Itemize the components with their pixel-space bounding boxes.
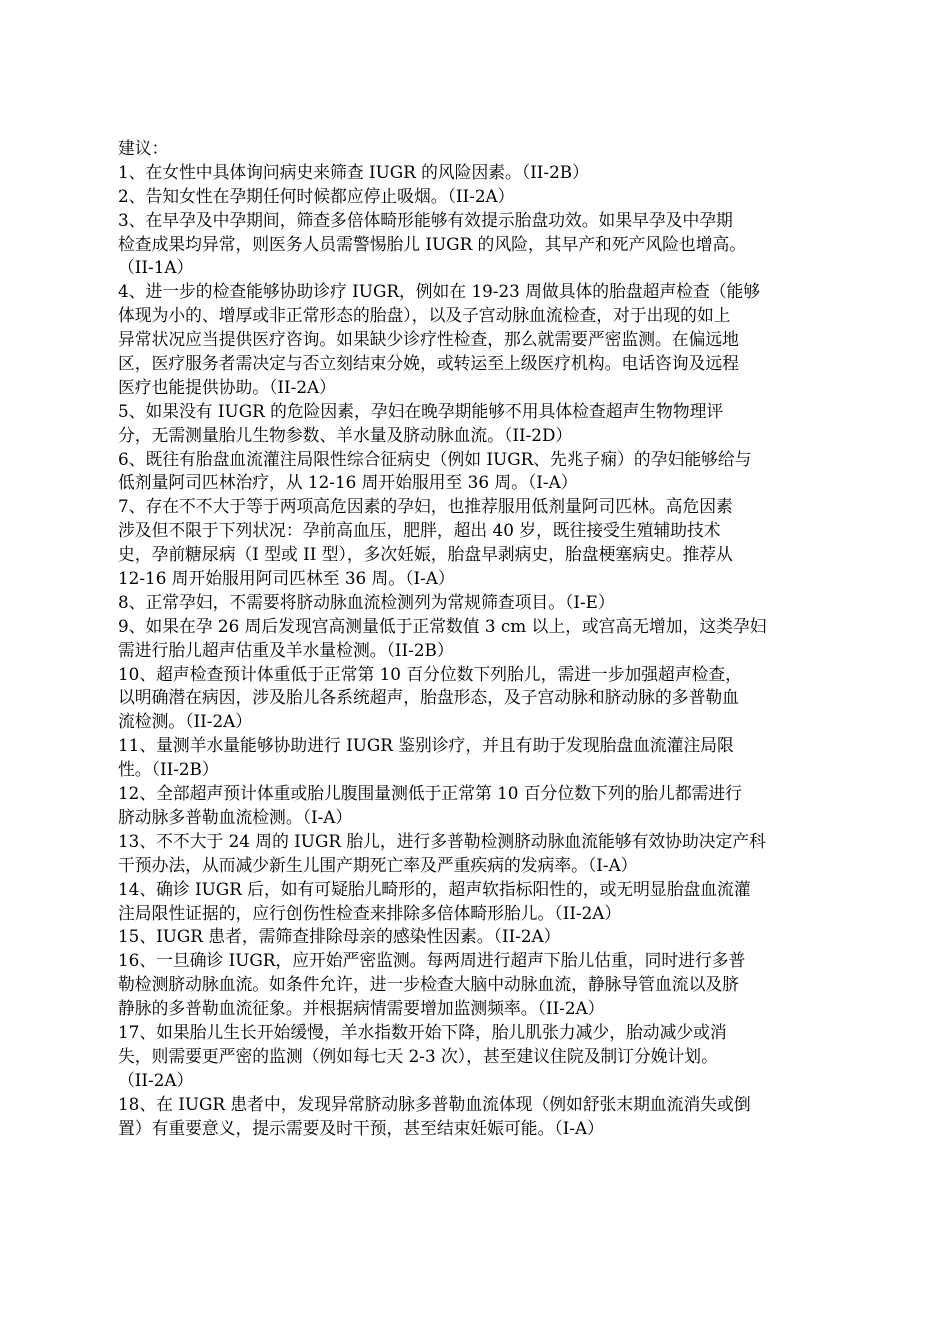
text-line: 流检测。（II-2A）: [118, 711, 253, 732]
text-line: 3、在早孕及中孕期间，筛查多倍体畸形能够有效提示胎盘功效。如果早孕及中孕期: [118, 209, 733, 230]
section-heading: 建议：: [118, 138, 169, 158]
text-line: 4、进一步的检查能够协助诊疗 IUGR，例如在 19-23 周做具体的胎盘超声检查（能够: [118, 281, 761, 302]
text-line: 医疗也能提供协助。（II-2A）: [118, 376, 336, 397]
text-line: 18、在 IUGR 患者中，发现异常脐动脉多普勒血流体现（例如舒张末期血流消失或倒: [118, 1093, 751, 1114]
text-line: （II-2A）: [118, 1069, 194, 1090]
text-line: 12-16 周开始服用阿司匹林至 36 周。（I-A）: [118, 568, 455, 589]
text-line: 静脉的多普勒血流征象。并根据病情需要增加监测频率。（II-2A）: [118, 998, 605, 1019]
text-line: 勒检测脐动脉血流。如条件允许，进一步检查大脑中动脉血流，静脉导管血流以及脐: [118, 974, 739, 995]
text-line: 12、全部超声预计体重或胎儿腹围量测低于正常第 10 百分位数下列的胎儿都需进行: [118, 783, 742, 804]
text-line: 异常状况应当提供医疗咨询。如果缺少诊疗性检查，那么就需要严密监测。在偏远地: [118, 329, 739, 350]
text-line: 8、正常孕妇，不需要将脐动脉血流检测列为常规筛查项目。（I-E）: [118, 591, 615, 612]
text-line: 14、确诊 IUGR 后，如有可疑胎儿畸形的，超声软指标阳性的，或无明显胎盘血流灌: [118, 878, 751, 899]
text-line: 17、如果胎儿生长开始缓慢，羊水指数开始下降，胎儿肌张力减少，胎动减少或消: [118, 1021, 727, 1042]
text-line: 体现为小的、增厚或非正常形态的胎盘），以及子宫动脉血流检查，对于出现的如上: [118, 305, 731, 326]
text-line: 需进行胎儿超声估重及羊水量检测。（II-2B）: [118, 639, 454, 660]
text-line: 10、超声检查预计体重低于正常第 10 百分位数下列胎儿，需进一步加强超声检查，: [118, 663, 742, 684]
text-line: 以明确潜在病因，涉及胎儿各系统超声，胎盘形态，及子宫动脉和脐动脉的多普勒血: [118, 687, 739, 708]
text-line: 2、告知女性在孕期任何时候都应停止吸烟。（II-2A）: [118, 185, 515, 206]
text-line: 性。（II-2B）: [118, 759, 219, 780]
text-line: 检查成果均异常，则医务人员需警惕胎儿 IUGR 的风险，其早产和死产风险也增高。: [118, 233, 747, 254]
text-line: 失，则需要更严密的监测（例如每七天 2-3 次），甚至建议住院及制订分娩计划。: [118, 1045, 718, 1066]
text-line: 5、如果没有 IUGR 的危险因素，孕妇在晚孕期能够不用具体检查超声生物物理评: [118, 400, 724, 421]
text-line: 注局限性证据的，应行创伤性检查来排除多倍体畸形胎儿。（II-2A）: [118, 902, 622, 923]
text-line: 史，孕前糖尿病（I 型或 II 型），多次妊娠，胎盘早剥病史，胎盘梗塞病史。推荐从: [118, 544, 733, 565]
document-body: [118, 137, 830, 1140]
text-line: 16、一旦确诊 IUGR，应开始严密监测。每两周进行超声下胎儿估重，同时进行多普: [118, 950, 746, 971]
text-line: 9、如果在孕 26 周后发现宫高测量低于正常数值 3 cm 以上，或宫高无增加，这类孕妇: [118, 615, 767, 636]
text-line: 干预办法，从而减少新生儿围产期死亡率及严重疾病的发病率。（I-A）: [118, 854, 638, 875]
text-line: 区，医疗服务者需决定与否立刻结束分娩，或转运至上级医疗机构。电话咨询及远程: [118, 353, 739, 374]
text-line: 6、既往有胎盘血流灌注局限性综合征病史（例如 IUGR、先兆子痫）的孕妇能够给与: [118, 448, 752, 469]
text-line: （II-1A）: [118, 257, 194, 278]
text-line: 1、在女性中具体询问病史来筛查 IUGR 的风险因素。（II-2B）: [118, 161, 589, 182]
text-line: 7、存在不不大于等于两项高危因素的孕妇，也推荐服用低剂量阿司匹林。高危因素: [118, 496, 733, 517]
text-line: 脐动脉多普勒血流检测。（I-A）: [118, 806, 353, 827]
text-line: 低剂量阿司匹林治疗，从 12-16 周开始服用至 36 周。（I-A）: [118, 472, 578, 493]
text-line: 涉及但不限于下列状况：孕前高血压，肥胖，超出 40 岁，既往接受生殖辅助技术: [118, 520, 721, 541]
text-line: 15、IUGR 患者，需筛查排除母亲的感染性因素。（II-2A）: [118, 926, 561, 947]
text-line: 11、量测羊水量能够协助进行 IUGR 鉴别诊疗，并且有助于发现胎盘血流灌注局限: [118, 735, 734, 756]
text-line: 13、不不大于 24 周的 IUGR 胎儿，进行多普勒检测脐动脉血流能够有效协助决定产科: [118, 830, 766, 851]
text-line: 分，无需测量胎儿生物参数、羊水量及脐动脉血流。（II-2D）: [118, 424, 573, 445]
text-line: 置）有重要意义，提示需要及时干预，甚至结束妊娠可能。（I-A）: [118, 1117, 604, 1138]
